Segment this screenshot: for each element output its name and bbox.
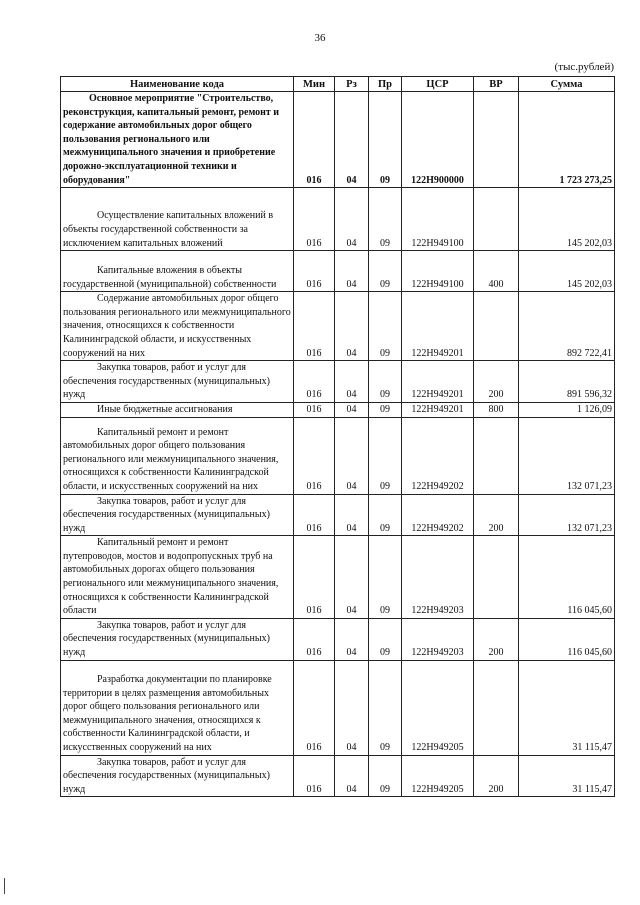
row-min-cell: 016 [294, 188, 335, 251]
row-name-cell [61, 494, 294, 536]
row-name-cell [61, 92, 294, 188]
row-vr-cell: 200 [474, 618, 519, 660]
row-rz-cell: 04 [335, 251, 369, 292]
row-csr-cell: 122Н949201 [402, 361, 474, 403]
row-min-cell: 016 [294, 361, 335, 403]
table-row [61, 755, 615, 797]
table-row [61, 536, 615, 619]
row-pr-cell: 09 [369, 402, 402, 417]
row-name-text: Капитальные вложения в объекты государственной (муниципальной) собственности [63, 264, 277, 290]
row-name-cell [61, 755, 294, 797]
table-row [61, 251, 615, 292]
row-csr-cell: 122Н949202 [402, 494, 474, 536]
row-pr-cell: 09 [369, 251, 402, 292]
row-rz-cell: 04 [335, 188, 369, 251]
row-min-cell: 016 [294, 92, 335, 188]
row-sum-cell: 31 115,47 [519, 755, 615, 797]
row-min-cell: 016 [294, 618, 335, 660]
row-vr-cell: 200 [474, 494, 519, 536]
row-name-text: Капитальный ремонт и ремонт автомобильных дорог общего пользования регионального или межмуниципального значения, относящихся к собственности Калининградской области, и искусственных сооружений на них [63, 426, 279, 492]
header-csr: ЦСР [402, 77, 474, 92]
row-pr-cell: 09 [369, 92, 402, 188]
row-pr-cell: 09 [369, 618, 402, 660]
row-csr-cell: 122Н949205 [402, 755, 474, 797]
row-csr-cell: 122Н949203 [402, 618, 474, 660]
row-vr-cell [474, 92, 519, 188]
row-pr-cell: 09 [369, 494, 402, 536]
margin-mark [4, 878, 5, 894]
row-rz-cell: 04 [335, 292, 369, 361]
row-csr-cell: 122Н949201 [402, 402, 474, 417]
row-sum-cell: 145 202,03 [519, 251, 615, 292]
row-name-text: Иные бюджетные ассигнования [97, 403, 233, 415]
row-name-text: Закупка товаров, работ и услуг для обеспечения государственных (муниципальных) нужд [63, 756, 270, 795]
header-sum: Сумма [519, 77, 615, 92]
row-name-cell [61, 536, 294, 619]
row-vr-cell [474, 292, 519, 361]
row-csr-cell: 122Н900000 [402, 92, 474, 188]
row-name-cell [61, 292, 294, 361]
row-min-cell: 016 [294, 251, 335, 292]
row-vr-cell: 400 [474, 251, 519, 292]
row-sum-cell: 1 723 273,25 [519, 92, 615, 188]
table-row [61, 660, 615, 755]
row-sum-cell: 132 071,23 [519, 417, 615, 494]
row-vr-cell: 200 [474, 361, 519, 403]
row-pr-cell: 09 [369, 536, 402, 619]
row-rz-cell: 04 [335, 417, 369, 494]
row-min-cell: 016 [294, 660, 335, 755]
row-csr-cell: 122Н949203 [402, 536, 474, 619]
row-pr-cell: 09 [369, 188, 402, 251]
row-sum-cell: 31 115,47 [519, 660, 615, 755]
row-sum-cell: 132 071,23 [519, 494, 615, 536]
header-vr: ВР [474, 77, 519, 92]
row-name-text: Разработка документации по планировке территории в целях размещения автомобильных дорог общего пользования регионального или межмуниципального значения, относящихся к собственности Калининградской области, и искусственных сооружений на них [63, 674, 272, 754]
row-rz-cell: 04 [335, 361, 369, 403]
header-rz: Рз [335, 77, 369, 92]
table-header-row [61, 77, 615, 92]
row-name-cell [61, 417, 294, 494]
row-csr-cell: 122Н949202 [402, 417, 474, 494]
header-min: Мин [294, 77, 335, 92]
row-pr-cell: 09 [369, 292, 402, 361]
row-pr-cell: 09 [369, 660, 402, 755]
table-row [61, 618, 615, 660]
header-name: Наименование кода [61, 77, 294, 92]
row-vr-cell [474, 536, 519, 619]
row-csr-cell: 122Н949100 [402, 251, 474, 292]
row-name-text: Основное мероприятие "Строительство, реконструкция, капитальный ремонт, ремонт и содержание автомобильных дорог общего пользования регионального или межмуниципального значения и приобретение дорожно-эксплуатационной техники и оборудования" [63, 93, 280, 186]
row-csr-cell: 122Н949205 [402, 660, 474, 755]
row-name-cell [61, 618, 294, 660]
table-body [61, 92, 615, 797]
table-row [61, 92, 615, 188]
row-name-text: Содержание автомобильных дорог общего пользования регионального или межмуниципального значения, относящихся к собственности Калининградской области, и искусственных сооружений на них [63, 293, 291, 359]
row-sum-cell: 116 045,60 [519, 618, 615, 660]
row-min-cell: 016 [294, 494, 335, 536]
row-vr-cell [474, 417, 519, 494]
row-csr-cell: 122Н949201 [402, 292, 474, 361]
row-sum-cell: 891 596,32 [519, 361, 615, 403]
row-sum-cell: 1 126,09 [519, 402, 615, 417]
table-row [61, 361, 615, 403]
row-min-cell: 016 [294, 417, 335, 494]
row-name-text: Закупка товаров, работ и услуг для обеспечения государственных (муниципальных) нужд [63, 362, 270, 401]
row-name-text: Осуществление капитальных вложений в объекты государственной собственности за исключением капитальных вложений [63, 210, 274, 249]
row-vr-cell [474, 188, 519, 251]
row-rz-cell: 04 [335, 536, 369, 619]
table-row [61, 494, 615, 536]
row-vr-cell: 800 [474, 402, 519, 417]
table-row [61, 417, 615, 494]
row-min-cell: 016 [294, 292, 335, 361]
row-pr-cell: 09 [369, 755, 402, 797]
row-name-text: Закупка товаров, работ и услуг для обеспечения государственных (муниципальных) нужд [63, 619, 270, 659]
budget-table [60, 76, 615, 797]
row-rz-cell: 04 [335, 494, 369, 536]
page-number: 36 [314, 32, 326, 44]
row-rz-cell: 04 [335, 92, 369, 188]
row-rz-cell: 04 [335, 618, 369, 660]
row-rz-cell: 04 [335, 660, 369, 755]
row-min-cell: 016 [294, 402, 335, 417]
row-vr-cell: 200 [474, 755, 519, 797]
row-min-cell: 016 [294, 536, 335, 619]
table-row [61, 292, 615, 361]
row-name-text: Закупка товаров, работ и услуг для обеспечения государственных (муниципальных) нужд [63, 495, 270, 534]
units-label: (тыс.рублей) [554, 61, 614, 73]
table-row [61, 188, 615, 251]
row-name-cell [61, 660, 294, 755]
row-sum-cell: 116 045,60 [519, 536, 615, 619]
row-name-text: Капитальный ремонт и ремонт путепроводов, мостов и водопропускных труб на автомобильных дорогах общего пользования регионального или межмуниципального значения, относящихся к собственности Калининградской области [63, 537, 279, 617]
row-name-cell [61, 361, 294, 403]
row-rz-cell: 04 [335, 402, 369, 417]
row-pr-cell: 09 [369, 417, 402, 494]
row-pr-cell: 09 [369, 361, 402, 403]
row-vr-cell [474, 660, 519, 755]
row-sum-cell: 145 202,03 [519, 188, 615, 251]
row-name-cell [61, 188, 294, 251]
row-name-cell [61, 251, 294, 292]
row-sum-cell: 892 722,41 [519, 292, 615, 361]
row-csr-cell: 122Н949100 [402, 188, 474, 251]
row-rz-cell: 04 [335, 755, 369, 797]
table-row [61, 402, 615, 417]
header-pr: Пр [369, 77, 402, 92]
row-name-cell [61, 402, 294, 417]
row-min-cell: 016 [294, 755, 335, 797]
